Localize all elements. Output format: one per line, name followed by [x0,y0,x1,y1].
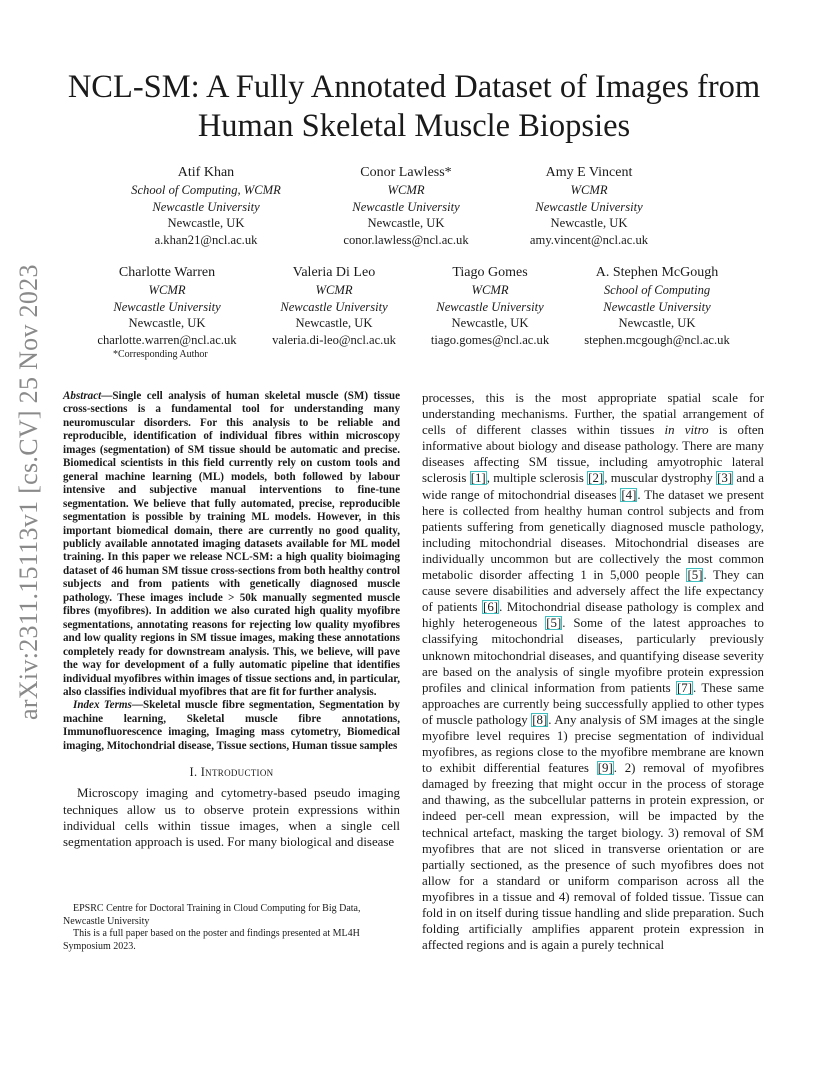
intro-paragraph: Microscopy imaging and cytometry-based pseudo imaging techniques allow us to observe protein expressions within individual cells within tissue images, when a single cell segmentation approach is used. For many biological and disease [63,786,400,849]
author-email[interactable]: valeria.di-leo@ncl.ac.uk [272,332,396,347]
author-email[interactable]: stephen.mcgough@ncl.ac.uk [584,332,730,347]
author-location: Newcastle, UK [367,216,445,231]
citation-link[interactable]: [1] [470,471,486,486]
body-text: . Some of the latest approaches to classifying mitochondrial diseases, particularly previously unknown mitochondrial diseases, and quantifying disease severity are based on the analysis of single myofibre protein expression profiles and clinical information from patients [422,616,764,695]
body-text: . They can cause severe disabilities and adversely affect the life expectancy of patients [422,568,764,615]
citation-link[interactable]: [5] [546,616,562,631]
author-email[interactable]: amy.vincent@ncl.ac.uk [529,232,649,247]
author-affiliation: WCMR [471,283,509,297]
author-name: Amy E Vincent [545,165,633,180]
author-block [584,263,730,348]
citation-link[interactable]: [2] [588,471,604,486]
body-text: , multiple sclerosis [486,471,588,486]
author-university: Newcastle University [352,199,460,214]
citation-link[interactable]: [9] [597,761,613,776]
author-block [97,263,236,348]
abstract-lead: Abstract [63,390,102,402]
footnote-funding: EPSRC Centre for Doctoral Training in Cloud Computing for Big Data, Newcastle University [63,903,361,927]
author-email[interactable]: charlotte.warren@ncl.ac.uk [97,332,237,347]
author-affiliation: WCMR [148,283,186,297]
body-paragraph [422,390,764,953]
author-affiliation: WCMR [315,283,353,297]
author-university: Newcastle University [152,199,260,214]
footnote-poster: This is a full paper based on the poster and findings presented at ML4H Symposium 2023. [63,928,360,952]
section-heading: I. Introduction [189,765,274,780]
body-text: . The dataset we present here is collected from healthy human control subjects and from patients suffering from genetically diagnosed muscle pathology, including mitochondrial diseases. Mitochondrial diseases are individually uncommon but are collectively the most common metabolic disorder affecting 1 in 5,000 people [422,487,764,583]
citation-link[interactable]: [5] [687,568,703,583]
author-block [272,263,396,348]
author-name: Conor Lawless* [360,165,452,180]
author-email[interactable]: a.khan21@ncl.ac.uk [154,232,258,247]
author-university: Newcastle University [535,199,643,214]
citation-link[interactable]: [8] [532,712,548,727]
body-text: and a wide range of mitochondrial diseases [422,471,765,502]
author-email[interactable]: tiago.gomes@ncl.ac.uk [430,332,550,347]
body-text: . Mitochondrial disease pathology is complex and highly heterogeneous [422,600,764,631]
citation-link[interactable]: [4] [621,487,637,502]
footnotes [63,903,400,953]
author-affiliation: School of Computing, WCMR [131,183,281,197]
index-terms-lead: Index Terms [73,699,132,712]
author-name: Valeria Di Leo [292,265,376,280]
body-text-italic: in vitro [664,423,709,438]
author-block [530,163,648,248]
author-university: Newcastle University [436,299,544,314]
body-text: . 2) removal of myofibres damaged by freezing that might occur in the process of storage and thawing, as the subcellular patterns in protein expression, or indeed per-cell mean expression, will be impacted by the technical artefact, masking the target biology. 3) removal of SM myofibres that are not sliced in transverse orientation or are partially sectioned, as the presence of such myofibres does not allow for a standard or uniform comparison across all the myofibres in a tissue and 4) removal of folded tissue. Tissue can fold in on itself during tissue handling and slide preparation. Such folding artificially amplifies apparent protein expression in affected regions and is again a purely technical [422,761,764,953]
index-terms-text: —Skeletal muscle fibre segmentation, Segmentation by machine learning, Skeletal muscle fibre annotations, Immunofluorescence imaging, Imaging mass cytometry, Biomedical imaging, Mitochondrial disease, Tissue sections, Human tissue samples [63,699,400,752]
author-university: Newcastle University [280,299,388,314]
author-affiliation: School of Computing [603,283,711,297]
body-text: . These same approaches are currently being successfully applied to other types of muscle pathology [422,680,764,727]
author-affiliation: WCMR [387,183,425,197]
abstract [63,390,400,699]
author-name: Atif Khan [177,165,235,180]
author-university: Newcastle University [603,299,711,314]
author-location: Newcastle, UK [550,216,628,231]
author-name: A. Stephen McGough [595,265,719,280]
index-terms [63,699,400,753]
author-block [343,163,468,248]
author-location: Newcastle, UK [128,316,206,331]
author-university: Newcastle University [113,299,221,314]
body-text: , muscular dystrophy [604,471,717,486]
author-location: Newcastle, UK [167,216,245,231]
arxiv-identifier-stamp: arXiv:2311.15113v1 [cs.CV] 25 Nov 2023 [14,264,43,720]
citation-link[interactable]: [7] [677,680,693,695]
author-affiliation: WCMR [570,183,608,197]
body-text: processes, this is the most appropriate spatial scale for understanding mechanisms. Further, the spatial arrangement of cells of different classes within tissues [422,391,764,438]
author-name: Charlotte Warren [118,265,216,280]
author-email[interactable]: conor.lawless@ncl.ac.uk [343,232,469,247]
abstract-text: —Single cell analysis of human skeletal muscle (SM) tissue cross-sections is a fundamental tool for understanding many neuromuscular disorders. For this analysis to be reliable and reproducible, identification of individual fibres within microscopy images (segmentation) of SM tissue should be automatic and precise. Biomedical scientists in this field currently rely on custom tools and general machine learning (ML) models, both followed by labour intensive and subjective manual interventions to fine-tune segmentation. We believe that fully automated, precise, reproducible segmentation is possible by training ML models. However, in this important biomedical domain, there are currently no good quality, publicly available annotated imaging datasets available for ML model training. In this paper we release NCL-SM: a high quality bioimaging dataset of 46 human SM tissue cross-sections from both healthy control subjects and from patients with genetically diagnosed muscle pathology. These images include > 50k manually segmented muscle fibres (myofibres). In addition we also curated high quality myofibre segmentations, annotating reasons for rejecting low quality myofibres and low quality regions in SM tissue images, making these annotations completely ready for downstream analysis. This, we believe, will pave the way for development of a fully automatic pipeline that identifies individual myofibres within images of tissue sections and, in particular, also classifies individual myofibres that are fit for further analysis. [63,390,400,698]
citation-link[interactable]: [6] [483,600,499,615]
author-location: Newcastle, UK [451,316,529,331]
author-location: Newcastle, UK [618,316,696,331]
body-text: is often informative about biology and disease pathology. There are many diseases affecting SM tissue, including amyotrophic lateral sclerosis [422,423,765,486]
left-column [63,390,400,850]
paper-title: NCL-SM: A Fully Annotated Dataset of Images from Human Skeletal Muscle Biopsies [67,69,761,144]
author-name: Tiago Gomes [452,265,528,280]
right-column [422,390,764,953]
body-text: . Any analysis of SM images at the single myofibre level requires 1) precise segmentation of individual myofibres, as regions close to the myofibre membrane are known to exhibit differential features [422,712,765,776]
author-block [131,163,281,248]
author-block [431,263,549,348]
corresponding-author-note: *Corresponding Author [113,349,208,360]
citation-link[interactable]: [3] [717,471,733,486]
author-location: Newcastle, UK [295,316,373,331]
